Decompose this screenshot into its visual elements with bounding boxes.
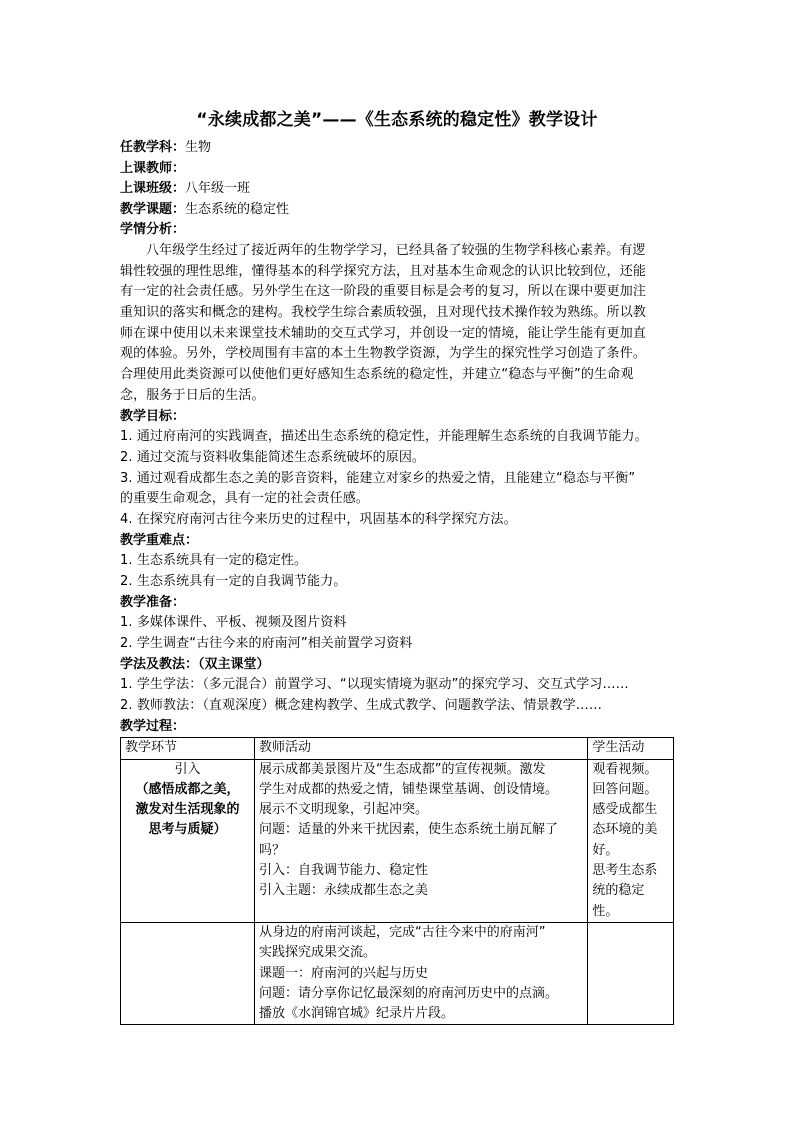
paragraph-line: 合理使用此类资源可以使他们更好感知生态系统的稳定性，并建立“稳态与平衡”的生命观 [120,367,634,383]
section-heading-goals: 教学目标： [120,408,186,424]
list-item: 2. 学生调查“古往今来的府南河”相关前置学习资料 [120,636,413,651]
cell-line: 感受成都生 [592,802,658,818]
list-item: 1. 学生学法：（多元混合）前置学习、“以现实情境为驱动”的探究学习、交互式学习…… [120,677,629,693]
info-value: 生态系统的稳定性 [185,201,290,217]
cell-line: 回答问题。 [592,781,658,797]
teacher-activity-cell [254,759,587,922]
cell-line: 引入：自我调节能力、稳定性 [258,863,428,879]
info-label: 教学课题： [120,201,186,217]
table-header-cell: 学生活动 [588,738,674,759]
cell-line: 问题：请分享你记忆最深刻的府南河历史中的点滴。 [258,985,558,1001]
info-value: 八年级一班 [185,181,251,197]
cell-line: 观看视频。 [592,761,658,777]
cell-line: 展示不文明现象，引起冲突。 [258,802,428,818]
cell-line: 好。 [592,842,619,858]
cell-line: 吗？ [258,842,285,858]
list-item: 2. 通过交流与资料收集能简述生态系统破坏的原因。 [120,449,426,465]
info-class [120,179,676,200]
cell-line: 态环境的美 [592,822,658,838]
stage-subtitle-line: 思考与质疑） [148,822,227,838]
document-title: “永续成都之美”——《生态系统的稳定性》教学设计 [196,110,598,130]
info-teacher [120,159,676,180]
paragraph-line: 重知识的落实和概念的建构。我校学生综合素质较强，且对现代技术操作较为熟练。所以教 [120,305,647,321]
info-topic [120,200,676,221]
cell-line: 从身边的府南河谈起，完成“古往今来中的府南河” [258,924,546,940]
list-item: 1. 通过府南河的实践调查，描述出生态系统的稳定性，并能理解生态系统的自我调节能力。 [120,429,648,445]
paragraph-line: 观的体验。另外，学校周围有丰富的本土生物教学资源，为学生的探究性学习创造了条件。 [120,346,647,362]
student-activity-cell [588,759,674,922]
list-item: 1. 多媒体课件、平板、视频及图片资料 [120,615,347,631]
paragraph-line: 师在课中使用以未来课堂技术辅助的交互式学习，并创设一定的情境，能让学生能有更加直 [120,325,647,341]
cell-line: 统的稳定性。 [592,883,645,919]
stage-subtitle-line: 激发对生活现象的 [135,802,240,818]
paragraph-line: 八年级学生经过了接近两年的生物学学习，已经具备了较强的生物学科核心素养。有逻 [146,242,646,258]
list-item: 4. 在探究府南河古往今来历史的过程中，巩固基本的科学探究方法。 [120,512,517,527]
section-heading-analysis: 学情分析： [120,222,186,238]
list-item: 2. 教师教法：（直观深度）概念建构教学、生成式教学、问题教学法、情景教学…… [120,698,602,713]
cell-line: 播放《水润锦官城》纪录片片段。 [258,1006,454,1022]
stage-subtitle-line: （感悟成都之美， [135,781,240,797]
info-value: 生物 [185,140,212,155]
info-label: 任教学科： [120,140,186,155]
info-label: 上课班级： [120,181,186,197]
table-row [121,922,674,1024]
stage-title: 引入 [174,761,201,777]
cell-line: 问题：适量的外来干扰因素，使生态系统土崩瓦解了 [258,822,558,838]
list-item: 1. 生态系统具有一定的稳定性。 [120,553,308,569]
stage-cell [121,922,255,1024]
cell-line: 学生对成都的热爱之情，铺垫课堂基调、创设情境。 [258,781,558,797]
cell-line: 展示成都美景图片及“生态成都”的宣传视频。激发 [258,761,546,777]
cell-line: 课题一：府南河的兴起与历史 [258,965,428,981]
cell-line: 引入主题：永续成都生态之美 [258,883,428,899]
info-subject [120,138,676,159]
table-row [121,759,674,922]
section-heading-process: 教学过程： [120,718,186,734]
cell-line: 实践探究成果交流。 [258,945,376,961]
table-header-row [121,738,674,759]
section-heading-keypoints: 教学重难点： [120,532,199,548]
student-activity-cell [588,922,674,1024]
section-heading-prep: 教学准备： [120,594,186,610]
analysis-paragraph [120,241,676,407]
table-header-cell: 教师活动 [254,738,587,759]
paragraph-line: 念，服务于日后的生活。 [120,387,265,403]
document-body [120,138,676,1025]
list-item: 2. 生态系统具有一定的自我调节能力。 [120,574,347,589]
list-item: 的重要生命观念，具有一定的社会责任感。 [120,491,369,507]
table-header-cell: 教学环节 [121,738,255,759]
section-heading-methods: 学法及教法：（双主课堂） [120,656,270,672]
cell-line: 思考生态系 [592,863,658,879]
stage-cell [121,759,255,922]
paragraph-line: 辑性较强的理性思维，懂得基本的科学探究方法，且对基本生命观念的认识比较到位，还能 [120,263,647,279]
list-item: 3. 通过观看成都生态之美的影音资料，能建立对家乡的热爱之情，且能建立“稳态与平衡” [120,470,636,486]
info-label: 上课教师： [120,160,186,176]
teacher-activity-cell [254,922,587,1024]
paragraph-line: 有一定的社会责任感。另外学生在这一阶段的重要目标是会考的复习，所以在课中要更加注 [120,284,647,300]
process-table [120,737,674,1025]
